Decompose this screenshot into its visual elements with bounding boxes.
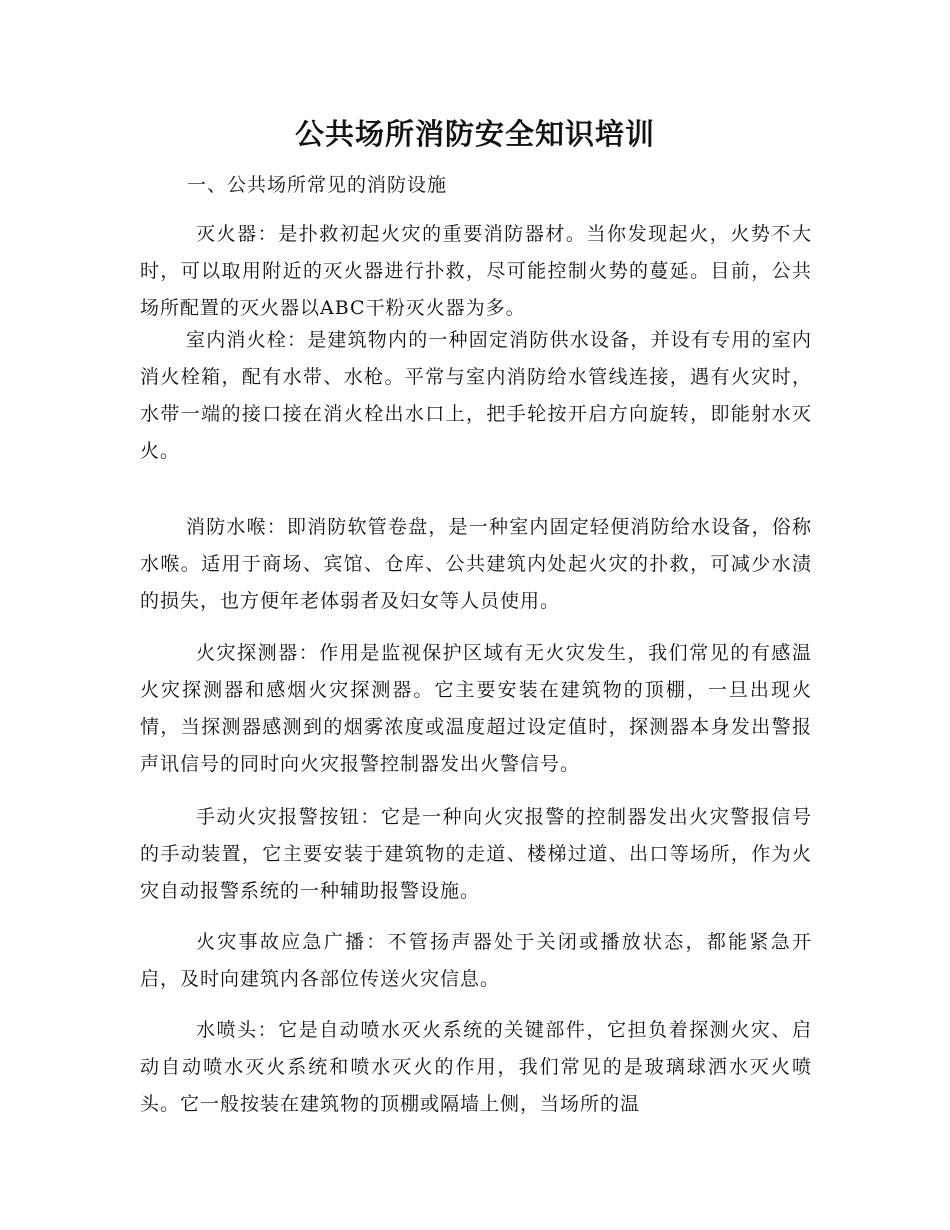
paragraph-sprinkler-head: 水喷头：它是自动喷水灭火系统的关键部件，它担负着探测火灾、启动自动喷水灭火系统和喷水灭火的作用，我们常见的是玻璃球洒水灭火喷头。它一般按装在建筑物的顶棚或隔墙上侧，当场所的温 [140, 1019, 812, 1115]
paragraph-fire-extinguisher: 灭火器：是扑救初起火灾的重要消防器材。当你发现起火，火势不大时，可以取用附近的灭火器进行扑救，尽可能控制火势的蔓延。目前，公共场所配置的灭火器以ABC干粉灭火器为多。 [140, 223, 812, 319]
section-heading: 一、公共场所常见的消防设施 [187, 174, 448, 196]
paragraph-indoor-hydrant: 室内消火栓：是建筑物内的一种固定消防供水设备，并设有专用的室内消火栓箱，配有水带、水枪。平常与室内消防给水管线连接，遇有火灾时，水带一端的接口接在消火栓出水口上，把手轮按开启方向旋转，即能射水灭火。 [140, 329, 812, 462]
paragraph-emergency-broadcast: 火灾事故应急广播：不管扬声器处于关闭或播放状态，都能紧急开启，及时向建筑内各部位传送火灾信息。 [140, 931, 812, 990]
paragraph-manual-alarm-button: 手动火灾报警按钮：它是一种向火灾报警的控制器发出火灾警报信号的手动装置，它主要安装于建筑物的走道、楼梯过道、出口等场所，作为火灾自动报警系统的一种辅助报警设施。 [140, 806, 812, 902]
paragraph-fire-hose-reel: 消防水喉：即消防软管卷盘，是一种室内固定轻便消防给水设备，俗称水喉。适用于商场、宾馆、仓库、公共建筑内处起火灾的扑救，可减少水渍的损失，也方便年老体弱者及妇女等人员使用。 [140, 516, 812, 612]
paragraph-fire-detector: 火灾探测器：作用是监视保护区域有无火灾发生，我们常见的有感温火灾探测器和感烟火灾探测器。它主要安装在建筑物的顶棚，一旦出现火情，当探测器感测到的烟雾浓度或温度超过设定值时，探测器本身发出警报声讯信号的同时向火灾报警控制器发出火警信号。 [140, 642, 812, 775]
document-title: 公共场所消防安全知识培训 [294, 117, 655, 151]
